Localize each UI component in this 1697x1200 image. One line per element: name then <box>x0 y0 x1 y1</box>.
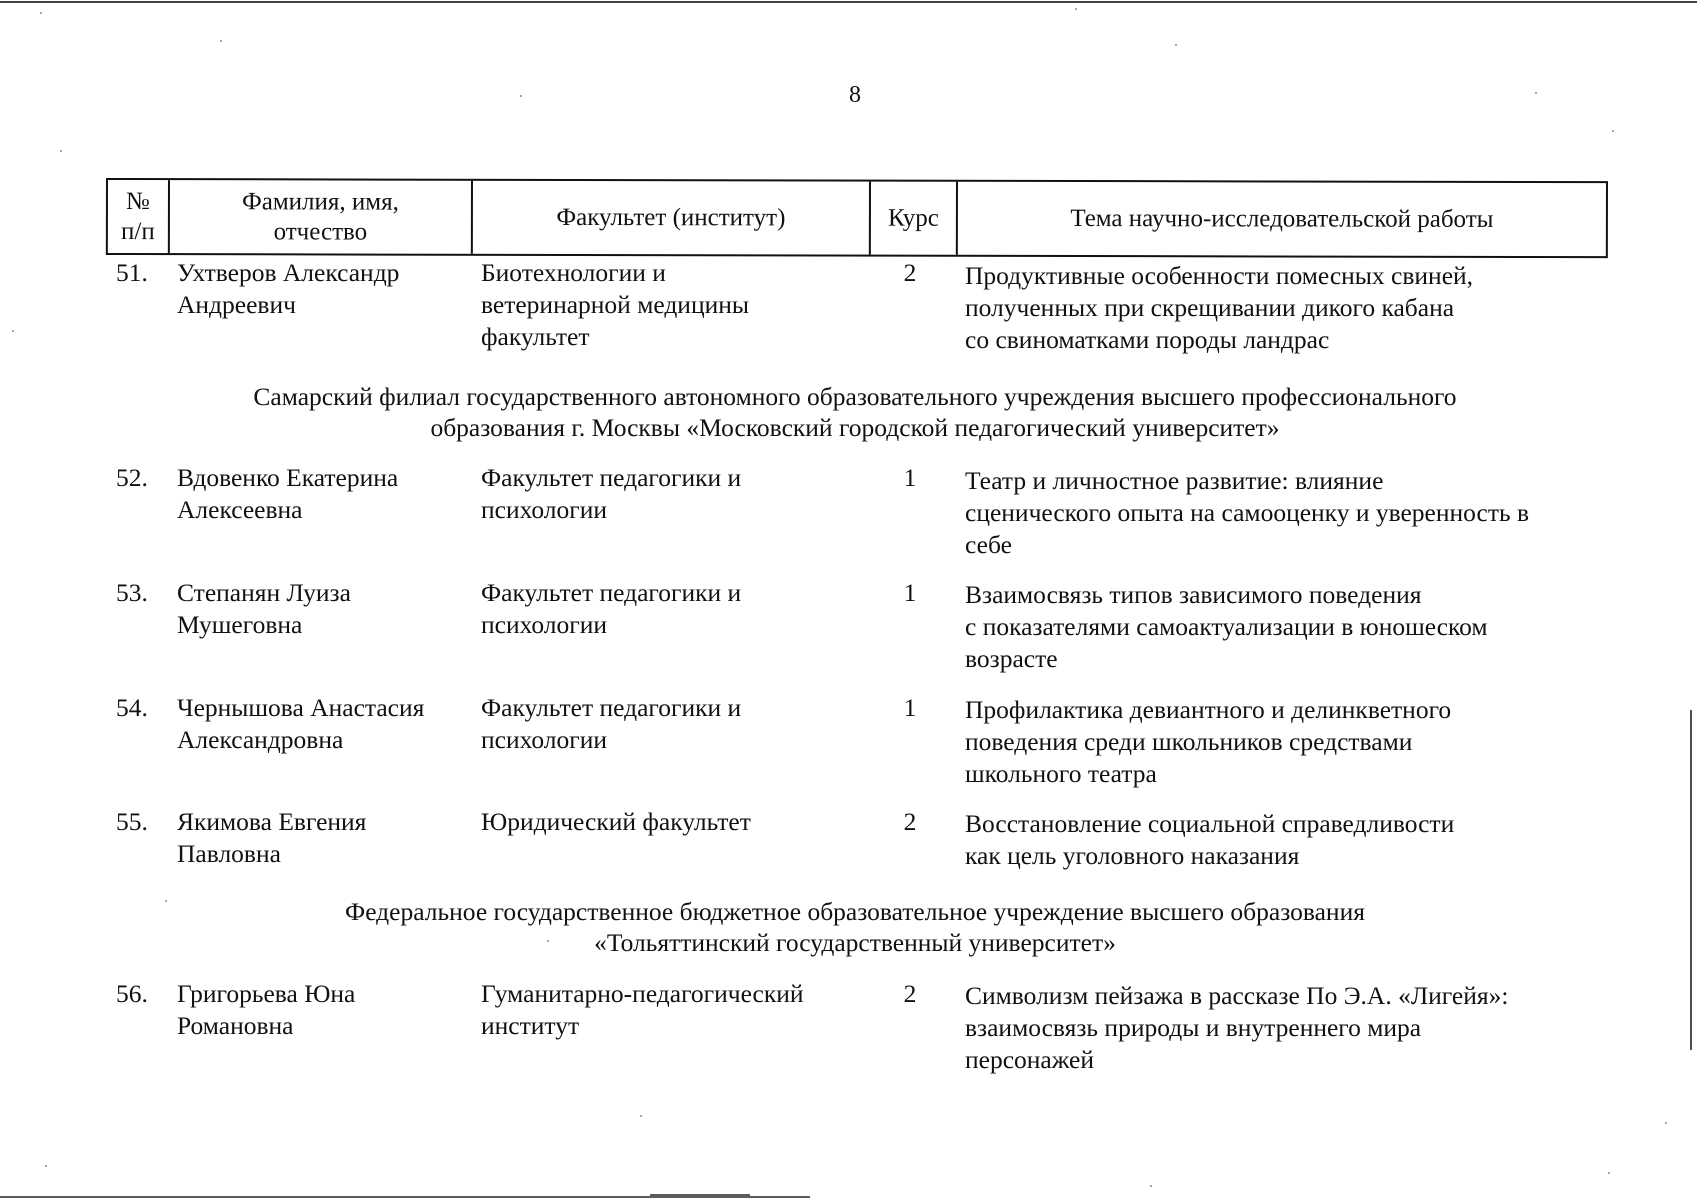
faculty-name: Юридический факультет <box>481 807 751 836</box>
scan-speck <box>60 150 62 152</box>
scan-speck <box>640 1115 642 1117</box>
course-number: 1 <box>903 578 917 607</box>
course-number: 1 <box>903 693 917 722</box>
course-number: 2 <box>903 979 917 1008</box>
scan-edge-bottom <box>650 1194 750 1196</box>
scan-speck <box>45 1165 47 1167</box>
scan-edge-bottom <box>0 1196 810 1198</box>
header-number: № п/п <box>108 180 170 253</box>
research-topic: Взаимосвязь типов зависимого поведения с показателями самоактуализации в юношеском возрасте <box>965 580 1488 673</box>
research-topic: Театр и личностное развитие: влияние сценического опыта на самооценку и уверенность в себе <box>965 466 1530 559</box>
research-topic: Символизм пейзажа в рассказе По Э.А. «Лигейя»: взаимосвязь природы и внутреннего мира персонажей <box>965 981 1509 1074</box>
section-heading: Самарский филиал государственного автономного образовательного учреждения высшего профессионального образования г. Москвы «Московский городской педагогический университет» <box>253 382 1457 442</box>
student-name: Чернышова Анастасия Александровна <box>177 693 425 754</box>
student-name: Ухтверов Александр Андреевич <box>177 258 400 319</box>
faculty-name: Факультет педагогики и психологии <box>481 693 742 754</box>
student-name: Григорьева Юна Романовна <box>177 979 356 1040</box>
research-topic: Профилактика девиантного и делинкветного поведения среди школьников средствами школьного театра <box>965 695 1452 788</box>
scan-speck <box>1665 1122 1667 1124</box>
scan-edge-right <box>1690 710 1692 1050</box>
scan-speck <box>520 95 522 97</box>
scan-edge-top <box>0 1 1697 3</box>
row-number: 55. <box>116 807 148 836</box>
scan-speck <box>1075 8 1077 10</box>
header-faculty: Факультет (институт) <box>473 181 871 255</box>
row-number: 52. <box>116 463 148 492</box>
row-number: 56. <box>116 979 148 1008</box>
faculty-name: Биотехнологии и ветеринарной медицины факультет <box>481 258 750 351</box>
student-name: Степанян Луиза Мушеговна <box>177 578 351 639</box>
scan-speck <box>1535 92 1537 94</box>
scan-speck <box>12 330 14 332</box>
research-topic: Восстановление социальной справедливости как цель уголовного наказания <box>965 809 1455 870</box>
faculty-name: Факультет педагогики и психологии <box>481 578 742 639</box>
page-number: 8 <box>849 82 861 108</box>
course-number: 1 <box>903 463 917 492</box>
row-number: 51. <box>116 258 148 287</box>
header-course: Курс <box>871 182 958 255</box>
section-heading: Федеральное государственное бюджетное образовательное учреждение высшего образования «Тольяттинский государственный университет» <box>345 897 1365 957</box>
row-number: 53. <box>116 578 148 607</box>
header-full-name: Фамилия, имя, отчество <box>170 180 473 254</box>
course-number: 2 <box>903 258 917 287</box>
scan-speck <box>1150 1185 1152 1187</box>
scan-speck <box>220 40 222 42</box>
table-header <box>106 178 1608 258</box>
student-name: Якимова Евгения Павловна <box>177 807 367 868</box>
research-topic: Продуктивные особенности помесных свиней, полученных при скрещивании дикого кабана со свиноматками породы ландрас <box>965 261 1474 354</box>
faculty-name: Гуманитарно-педагогический институт <box>481 979 804 1040</box>
scan-speck <box>40 12 42 14</box>
scan-speck <box>1175 44 1177 46</box>
header-research-topic: Тема научно-исследовательской работы <box>1070 204 1494 233</box>
faculty-name: Факультет педагогики и психологии <box>481 463 742 524</box>
scan-speck <box>1612 130 1614 132</box>
course-number: 2 <box>903 807 917 836</box>
row-number: 54. <box>116 693 148 722</box>
student-name: Вдовенко Екатерина Алексеевна <box>177 463 399 524</box>
scan-speck <box>1608 1172 1610 1174</box>
scan-speck <box>165 900 167 902</box>
